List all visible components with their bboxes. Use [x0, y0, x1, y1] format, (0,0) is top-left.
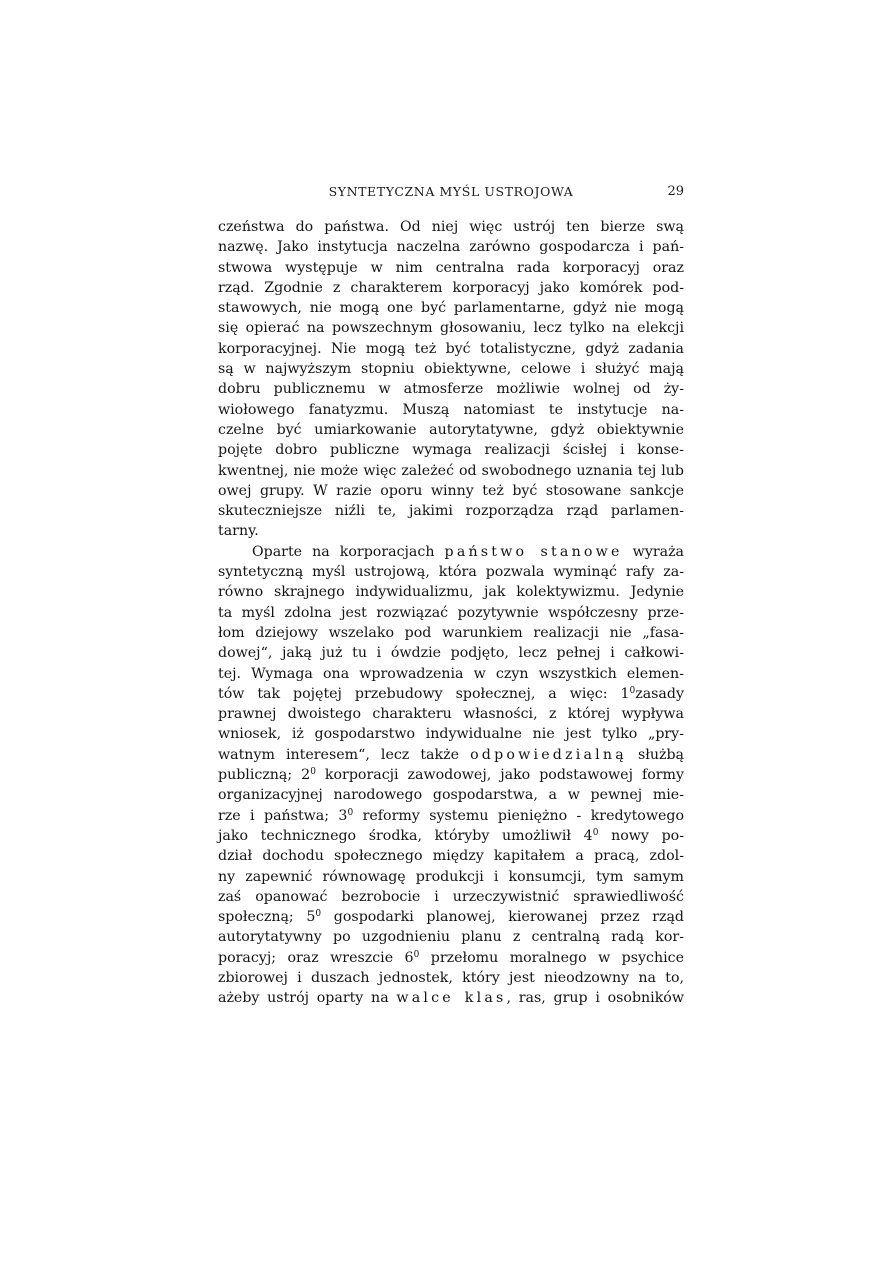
- text-run: korporacji zawodowej, jako podstawowej formy: [315, 767, 684, 784]
- text-line: skuteczniejsze niźli te, jakimi rozporządza rząd parlamen-: [218, 503, 684, 520]
- text-run: ażeby ustrój oparty na: [218, 990, 397, 1007]
- text-line: [218, 542, 684, 562]
- text-run: publiczną; 2: [218, 767, 311, 784]
- text-run: , ras, grup i osobników: [506, 990, 684, 1007]
- degree-superscript: 0: [347, 807, 354, 818]
- text-line: [218, 948, 684, 968]
- text-line: organizacyjnej narodowego gospodarstwa, a w pewnej mie-: [218, 787, 684, 804]
- text-line: owej grupy. W razie oporu winny też być stosowane sankcje: [218, 482, 684, 499]
- page-number: 29: [667, 184, 684, 199]
- text-line: rząd. Zgodnie z charakterem korporacyj jako komórek pod-: [218, 279, 684, 296]
- text-line: stawowych, nie mogą one być parlamentarne, gdyż nie mogą: [218, 300, 684, 317]
- text-line: [218, 988, 684, 1008]
- text-line: dział dochodu społecznego między kapitałem a pracą, zdol-: [218, 848, 684, 865]
- text-line: prawnej dwoistego charakteru własności, z której wypływa: [218, 706, 684, 723]
- text-run: służbą: [626, 746, 684, 763]
- text-line: są w najwyższym stopniu obiektywne, celowe i służyć mają: [218, 361, 684, 378]
- text-run: Oparte na korporacjach: [252, 543, 445, 560]
- degree-superscript: 0: [629, 685, 636, 696]
- text-run: watnym interesem“, lecz także: [218, 746, 471, 763]
- text-line: [218, 684, 684, 704]
- degree-superscript: 0: [413, 949, 420, 960]
- text-line: korporacyjnej. Nie mogą też być totalistyczne, gdyż zadania: [218, 340, 684, 357]
- text-line: autorytatywny po uzgodnieniu planu z centralną radą kor-: [218, 929, 684, 946]
- text-line: wniosek, iż gospodarstwo indywidualne nie jest tylko „pry-: [218, 726, 684, 743]
- text-line: [218, 745, 684, 765]
- text-line: stwowa występuje w nim centralna rada korporacyj oraz: [218, 259, 684, 276]
- text-line: wiołowego fanatyzmu. Muszą natomiast te instytucje na-: [218, 401, 684, 418]
- text-line: dobru publicznemu w atmosferze możliwie wolnej od ży-: [218, 381, 684, 398]
- running-head: [218, 184, 684, 206]
- text-run: reformy systemu pieniężno - kredytowego: [353, 807, 684, 824]
- text-line: równo skrajnego indywidualizmu, jak kolektywizmu. Jedynie: [218, 584, 684, 601]
- text-run: zasady: [635, 685, 684, 702]
- text-line: tej. Wymaga ona wprowadzenia w czyn wszystkich elemen-: [218, 665, 684, 682]
- text-line: pojęte dobro publiczne wymaga realizacji ścisłej i konse-: [218, 442, 684, 459]
- text-line: [218, 826, 684, 846]
- body-text: [218, 217, 684, 1009]
- degree-superscript: 0: [315, 909, 322, 920]
- text-line: się opierać na powszechnym głosowaniu, lecz tylko na elekcji: [218, 320, 684, 337]
- spaced-emphasis: państwo stanowe: [444, 543, 623, 560]
- text-run: rze i państwa; 3: [218, 807, 348, 824]
- text-line: łom dziejowy wszelako pod warunkiem realizacji nie „fasa-: [218, 624, 684, 641]
- text-run: przełomu moralnego w psychice: [419, 949, 684, 966]
- text-run: nowy po-: [598, 827, 684, 844]
- text-line: syntetyczną myśl ustrojową, która pozwala wyminąć rafy za-: [218, 564, 684, 581]
- running-title: SYNTETYCZNA MYŚL USTROJOWA: [328, 184, 574, 199]
- text-run: społeczną; 5: [218, 909, 316, 926]
- text-line: [218, 806, 684, 826]
- text-line: nazwę. Jako instytucja naczelna zarówno gospodarcza i pań-: [218, 239, 684, 256]
- text-run: wyraża: [622, 543, 685, 560]
- text-line: dowej“, jaką już tu i ówdzie podjęto, lecz pełnej i całkowi-: [218, 645, 684, 662]
- text-run: tów tak pojętej przebudowy społecznej, a więc: 1: [218, 685, 630, 702]
- text-line: zaś opanować bezrobocie i urzeczywistnić sprawiedliwość: [218, 888, 684, 905]
- text-line: ny zapewnić równowagę produkcji i konsumcji, tym samym: [218, 868, 684, 885]
- text-run: jako technicznego środka, któryby umożliwił 4: [218, 827, 593, 844]
- text-line: tarny.: [218, 523, 259, 540]
- degree-superscript: 0: [310, 767, 316, 778]
- text-line: kwentnej, nie może więc zależeć od swobodnego uznania tej lub: [218, 462, 684, 479]
- text-line: ta myśl zdolna jest rozwiązać pozytywnie współczesny prze-: [218, 604, 684, 621]
- text-run: gospodarki planowej, kierowanej przez rząd: [321, 909, 685, 926]
- text-line: czelne być umiarkowanie autorytatywne, gdyż obiektywnie: [218, 421, 684, 438]
- degree-superscript: 0: [592, 827, 599, 838]
- text-line: [218, 907, 684, 927]
- text-line: czeństwa do państwa. Od niej więc ustrój ten bierze swą: [218, 219, 684, 235]
- text-line: [218, 765, 684, 785]
- spaced-emphasis: odpowiedzialną: [470, 746, 627, 763]
- spaced-emphasis: walce klas: [396, 990, 507, 1007]
- text-run: poracyj; oraz wreszcie 6: [218, 949, 414, 966]
- text-line: zbiorowej i duszach jednostek, który jest nieodzowny na to,: [218, 969, 684, 986]
